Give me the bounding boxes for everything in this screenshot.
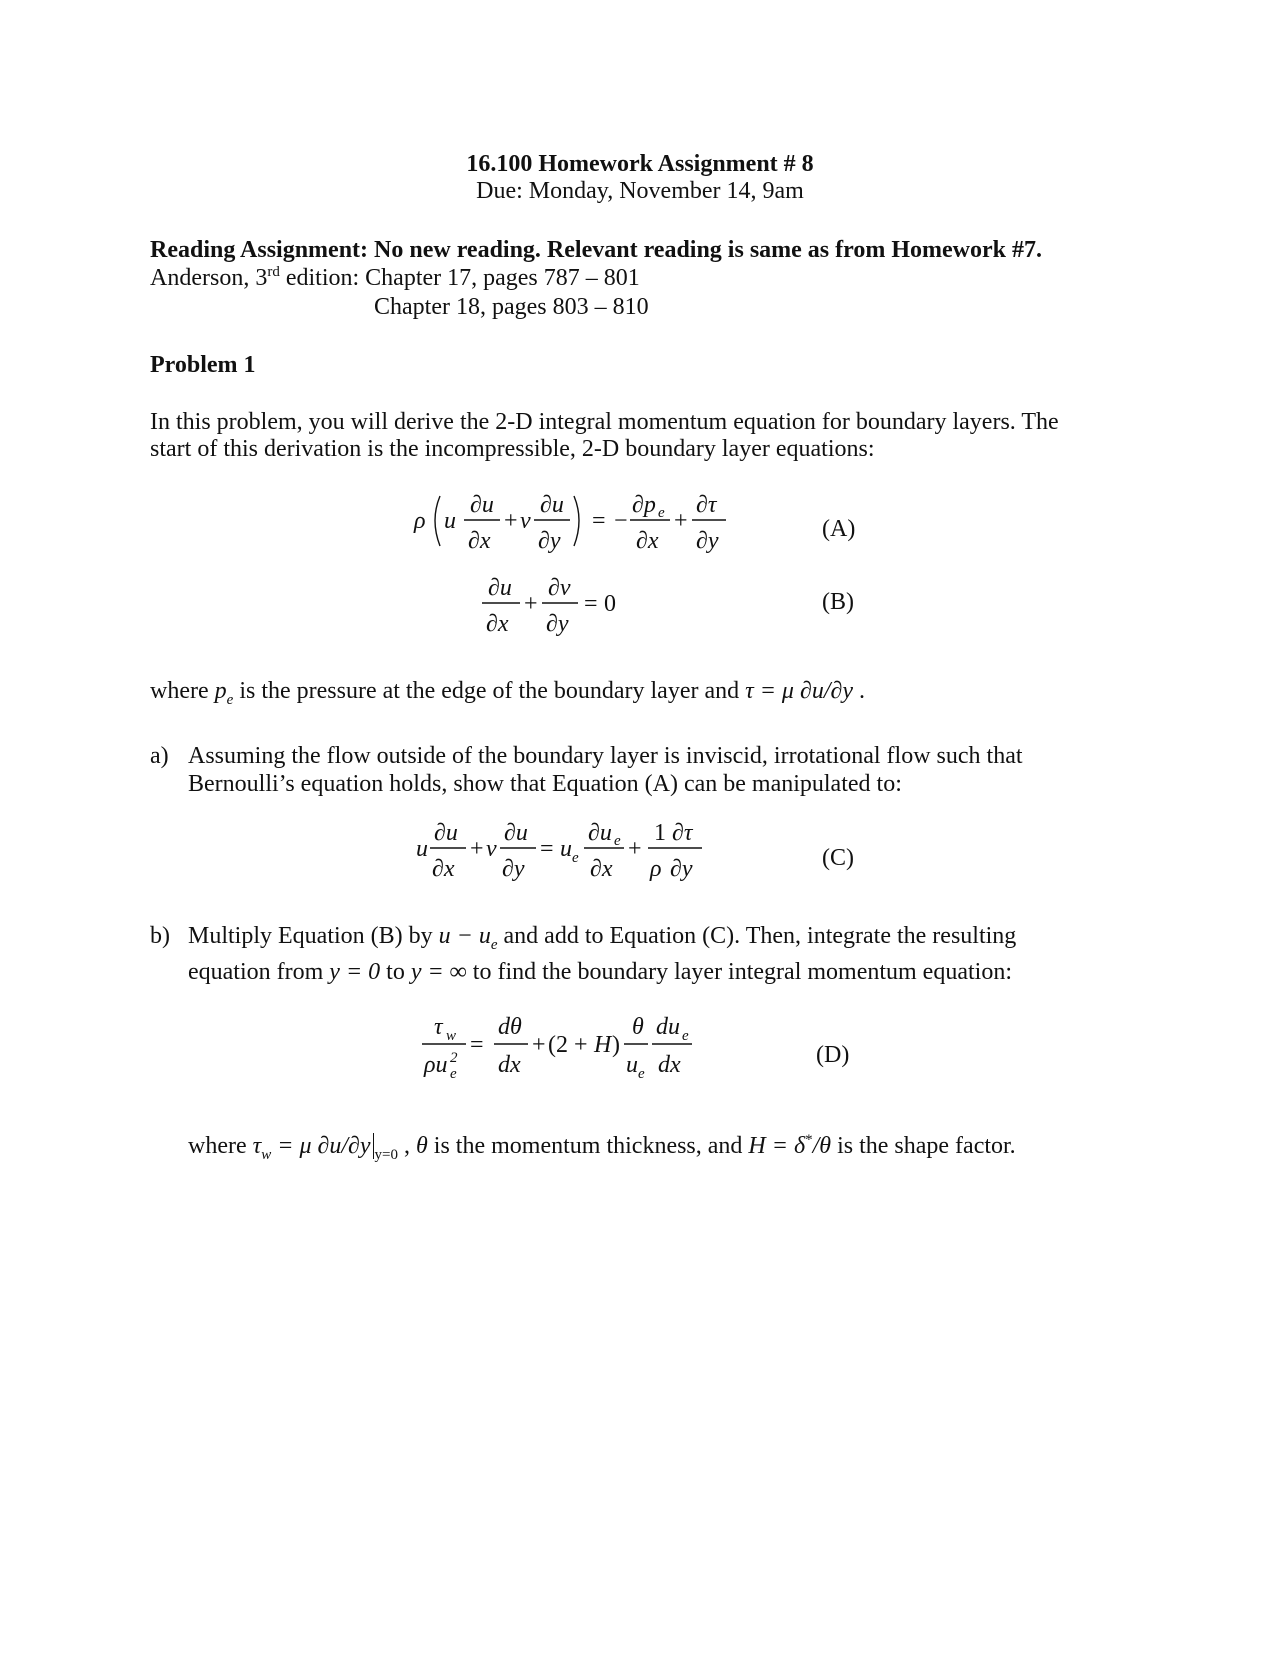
lower-limit: y = 0 xyxy=(329,959,381,985)
period: . xyxy=(853,678,866,704)
add-integrate-text: and add to Equation (C). Then, integrate the resulting xyxy=(497,923,1017,949)
svg-text:ρ: ρ xyxy=(414,508,426,534)
svg-text:ρ: ρ xyxy=(650,856,662,882)
svg-text:): ) xyxy=(612,1032,620,1058)
svg-text:∂u: ∂u xyxy=(470,492,494,518)
svg-text:+: + xyxy=(532,1032,546,1058)
svg-text:dθ: dθ xyxy=(498,1014,522,1040)
svg-text:du: du xyxy=(656,1014,680,1040)
svg-text:∂u: ∂u xyxy=(488,575,512,601)
part-a-label: a) xyxy=(150,743,169,769)
reading-chapter-17: edition: Chapter 17, pages 787 – 801 xyxy=(279,265,640,291)
svg-text:1: 1 xyxy=(654,820,666,846)
where-word: where xyxy=(150,678,215,704)
svg-text:=: = xyxy=(592,508,606,534)
svg-text:(2 +: (2 + xyxy=(548,1032,588,1058)
pe-symbol: p xyxy=(214,678,227,704)
find-equation-text: to find the boundary layer integral momentum equation: xyxy=(466,959,1012,985)
svg-text:e: e xyxy=(638,1066,645,1082)
svg-text:∂y: ∂y xyxy=(670,856,693,882)
problem-heading: Problem 1 xyxy=(150,352,256,378)
u-minus-ue: u − u xyxy=(438,923,491,949)
svg-text:u: u xyxy=(416,836,428,862)
svg-text:∂u: ∂u xyxy=(540,492,564,518)
svg-text:dx: dx xyxy=(498,1052,521,1078)
svg-text:+: + xyxy=(674,508,688,534)
svg-text:+: + xyxy=(470,836,484,862)
over-theta: /θ xyxy=(812,1133,832,1159)
svg-text:∂u: ∂u xyxy=(588,820,612,846)
intro-line-2: start of this derivation is the incompressible, 2-D boundary layer equations: xyxy=(150,436,875,462)
ue-subscript: e xyxy=(490,936,498,953)
svg-text:=: = xyxy=(540,836,554,862)
svg-text:∂u: ∂u xyxy=(434,820,458,846)
multiply-text: Multiply Equation (B) by xyxy=(188,923,439,949)
svg-text:v: v xyxy=(520,508,531,534)
svg-text:∂x: ∂x xyxy=(636,528,659,554)
svg-text:∂τ: ∂τ xyxy=(696,492,717,518)
svg-text:e: e xyxy=(658,505,665,521)
pe-subscript: e xyxy=(226,691,234,708)
svg-text:=: = xyxy=(584,591,598,617)
reading-line-2: Chapter 18, pages 803 – 810 xyxy=(374,294,649,320)
assignment-title: 16.100 Homework Assignment # 8 xyxy=(466,151,814,177)
svg-text:0: 0 xyxy=(604,591,616,617)
part-b-label: b) xyxy=(150,923,170,949)
edition-superscript: rd xyxy=(267,264,280,280)
where-pressure-definition xyxy=(150,677,866,708)
momentum-thickness-text: is the momentum thickness, and xyxy=(427,1133,749,1159)
to-word: to xyxy=(380,959,411,985)
svg-text:∂y: ∂y xyxy=(538,528,561,554)
svg-text:ρu: ρu xyxy=(424,1052,448,1078)
shape-factor-text: is the shape factor. xyxy=(831,1133,1016,1159)
svg-text:∂y: ∂y xyxy=(696,528,719,554)
equation-from-text: equation from xyxy=(188,959,330,985)
where-wall-shear-definition xyxy=(188,1132,1016,1163)
label-eq-b: (B) xyxy=(822,589,854,615)
svg-text:e: e xyxy=(572,850,579,866)
due-date: Due: Monday, November 14, 9am xyxy=(476,178,804,204)
svg-text:∂x: ∂x xyxy=(468,528,491,554)
svg-text:∂p: ∂p xyxy=(632,492,656,518)
comma: , xyxy=(398,1133,416,1159)
svg-text:v: v xyxy=(486,836,497,862)
svg-text:+: + xyxy=(628,836,642,862)
svg-text:∂x: ∂x xyxy=(590,856,613,882)
svg-text:∂v: ∂v xyxy=(548,575,571,601)
tau-w-symbol: τ xyxy=(252,1133,262,1159)
part-a-line-2: Bernoulli’s equation holds, show that Equation (A) can be manipulated to: xyxy=(188,771,902,797)
label-eq-d: (D) xyxy=(816,1042,850,1068)
wall-shear-definition: = μ ∂u/∂y xyxy=(271,1133,371,1159)
tau-w-subscript: w xyxy=(261,1146,272,1163)
label-eq-a: (A) xyxy=(822,516,856,542)
svg-text:∂y: ∂y xyxy=(502,856,525,882)
evaluation-bar xyxy=(373,1133,398,1163)
svg-text:u: u xyxy=(560,836,572,862)
equation-d xyxy=(410,1010,710,1090)
svg-text:e: e xyxy=(682,1028,689,1044)
tau-definition: τ = μ ∂u/∂y xyxy=(745,678,854,704)
equation-c xyxy=(410,818,710,888)
svg-text:dx: dx xyxy=(658,1052,681,1078)
svg-text:τ: τ xyxy=(434,1014,443,1040)
intro-line-1: In this problem, you will derive the 2-D integral momentum equation for boundary layers. The xyxy=(150,409,1059,435)
svg-text:+: + xyxy=(504,508,518,534)
svg-text:∂x: ∂x xyxy=(486,611,509,637)
upper-limit: y = ∞ xyxy=(410,959,467,985)
svg-text:H: H xyxy=(594,1032,612,1058)
svg-text:u: u xyxy=(626,1052,638,1078)
svg-text:∂x: ∂x xyxy=(432,856,455,882)
svg-text:∂τ: ∂τ xyxy=(672,820,693,846)
svg-text:=: = xyxy=(470,1032,484,1058)
part-b-line-1 xyxy=(188,922,1017,953)
equation-a xyxy=(400,490,740,570)
svg-text:2: 2 xyxy=(450,1050,458,1066)
svg-text:u: u xyxy=(444,508,456,534)
reading-heading: Reading Assignment: No new reading. Relevant reading is same as from Homework #7. xyxy=(150,237,1042,263)
part-a-line-1: Assuming the flow outside of the boundary layer is inviscid, irrotational flow such that xyxy=(188,743,1023,769)
pressure-description: is the pressure at the edge of the boundary layer and xyxy=(233,678,746,704)
svg-text:∂y: ∂y xyxy=(546,611,569,637)
part-b-line-2 xyxy=(188,958,1012,986)
shape-factor-definition: H = δ xyxy=(748,1133,806,1159)
svg-text:θ: θ xyxy=(632,1014,644,1040)
evaluated-at-wall: y=0 xyxy=(374,1146,398,1163)
svg-text:+: + xyxy=(524,591,538,617)
reading-line-1 xyxy=(150,264,640,292)
theta-symbol: θ xyxy=(416,1133,428,1159)
equation-b xyxy=(480,575,640,645)
delta-star: * xyxy=(805,1132,813,1148)
svg-text:e: e xyxy=(450,1066,457,1082)
svg-text:∂u: ∂u xyxy=(504,820,528,846)
svg-text:e: e xyxy=(614,833,621,849)
svg-text:−: − xyxy=(614,508,628,534)
where-word-2: where xyxy=(188,1133,253,1159)
reading-author: Anderson, 3 xyxy=(150,265,268,291)
label-eq-c: (C) xyxy=(822,845,854,871)
svg-text:w: w xyxy=(446,1028,457,1044)
